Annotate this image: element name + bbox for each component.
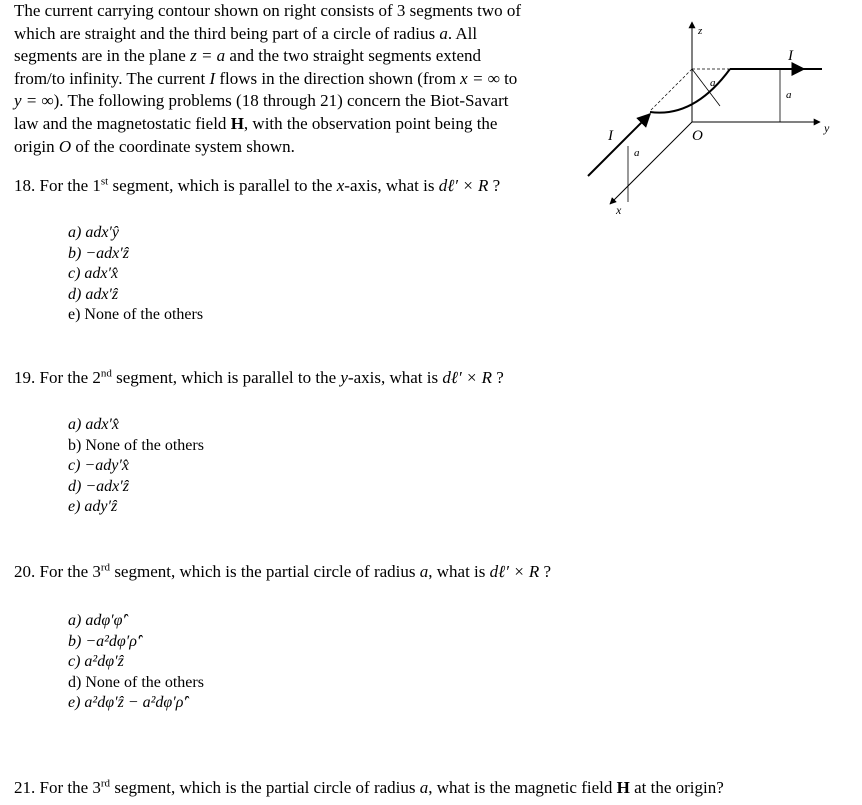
segment-3-arc xyxy=(650,69,730,113)
option-20b[interactable]: b) −a²dφ′ρ̂′ xyxy=(68,632,141,650)
option-20a[interactable]: a) adφ′φ̂′ xyxy=(68,612,127,629)
question-20: 20. For the 3rd segment, which is the partial circle of radius a, what is dℓ′ × R ? xyxy=(14,561,552,581)
option-19b[interactable]: b) None of the others xyxy=(68,436,204,454)
intro-line-4: from/to infinity. The current I flows in the direction shown (from x = ∞ to xyxy=(14,68,518,88)
radius-label-left: a xyxy=(634,147,640,159)
problem-intro xyxy=(14,0,574,158)
question-21: 21. For the 3rd segment, which is the partial circle of radius a, what is the magnetic field H at the origin? xyxy=(14,777,724,797)
option-18a[interactable]: a) adx′ŷ xyxy=(68,224,120,241)
contour-figure xyxy=(584,14,846,224)
intro-line-6: law and the magnetostatic field H, with the observation point being the xyxy=(14,113,498,133)
option-20c[interactable]: c) a²dφ′ẑ xyxy=(68,653,124,670)
intro-line-3: segments are in the plane z = a and the two straight segments extend xyxy=(14,46,482,66)
z-label: z xyxy=(698,25,703,37)
option-19d[interactable]: d) −adx′ẑ xyxy=(68,477,129,495)
question-18-options xyxy=(68,223,203,326)
x-axis xyxy=(610,122,692,204)
option-18c[interactable]: c) adx′x̂ xyxy=(68,265,119,282)
intro-line-5: y = ∞). The following problems (18 through 21) concern the Biot-Savart xyxy=(14,91,509,111)
guide-dashed xyxy=(650,69,692,111)
question-19-options xyxy=(68,415,204,518)
radius-label-arc: a xyxy=(710,77,716,89)
question-20-options xyxy=(68,611,204,714)
segment-1 xyxy=(588,114,650,176)
radius-line xyxy=(692,69,720,106)
x-label: x xyxy=(616,203,622,217)
question-18: 18. For the 1st segment, which is parallel to the x-axis, what is dℓ′ × R ? xyxy=(14,175,501,195)
option-20e[interactable]: e) a²dφ′ẑ − a²dφ′ρ̂′ xyxy=(68,694,187,711)
option-19e[interactable]: e) ady′ẑ xyxy=(68,498,118,515)
intro-line-2: which are straight and the third being part of a circle of radius a. All xyxy=(14,23,478,43)
option-20d[interactable]: d) None of the others xyxy=(68,673,204,691)
option-19a[interactable]: a) adx′x̂ xyxy=(68,416,120,433)
radius-label-right: a xyxy=(786,89,792,101)
intro-line-7: origin O of the coordinate system shown. xyxy=(14,136,295,156)
option-18b[interactable]: b) −adx′ẑ xyxy=(68,244,129,262)
intro-line-1: The current carrying contour shown on right consists of 3 segments two of xyxy=(14,1,522,20)
option-18d[interactable]: d) adx′ẑ xyxy=(68,285,119,303)
current-label-left: I xyxy=(608,128,613,144)
current-label-top: I xyxy=(788,48,793,64)
question-19: 19. For the 2nd segment, which is parallel to the y-axis, what is dℓ′ × R ? xyxy=(14,367,504,387)
y-label: y xyxy=(824,121,830,135)
origin-label: O xyxy=(692,128,703,144)
option-18e[interactable]: e) None of the others xyxy=(68,306,204,323)
option-19c[interactable]: c) −ady′x̂ xyxy=(68,457,129,474)
